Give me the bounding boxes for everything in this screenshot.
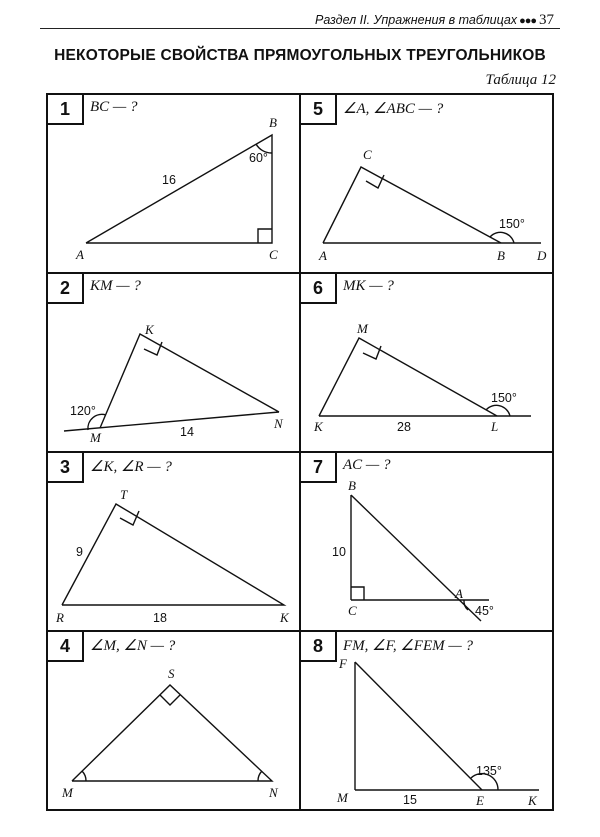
task-text: MK — ? <box>343 278 394 294</box>
task-number: 1 <box>48 95 84 125</box>
vertex-label-A: A <box>455 586 463 601</box>
task-cell-8 <box>301 632 552 809</box>
header-divider <box>40 28 560 29</box>
task-cell-6 <box>301 274 552 451</box>
task-number: 4 <box>48 632 84 662</box>
angle-label: 120° <box>70 404 96 418</box>
task-text: AC — ? <box>343 457 391 473</box>
vertex-label-C: C <box>269 247 278 262</box>
vertex-label-R: R <box>56 610 64 625</box>
triangle-figure-4 <box>48 632 299 809</box>
side-label: 14 <box>180 425 194 439</box>
side-label-1: 9 <box>76 545 83 559</box>
table-label: Таблица 12 <box>485 72 556 88</box>
triangle-figure-7 <box>301 453 552 630</box>
vertex-label-K: K <box>280 610 289 625</box>
side-label: 16 <box>162 173 176 187</box>
vertex-label-N: N <box>269 785 278 800</box>
vertex-label-A: A <box>76 247 84 262</box>
task-cell-7 <box>301 453 552 630</box>
triangle-figure-5 <box>301 95 552 272</box>
vertex-label-M: M <box>337 790 348 805</box>
angle-label: 150° <box>491 391 517 405</box>
angle-label: 150° <box>499 217 525 231</box>
vertex-label-D: D <box>537 248 547 263</box>
vertex-label-T: T <box>120 487 128 502</box>
task-cell-2 <box>48 274 299 451</box>
page-title: НЕКОТОРЫЕ СВОЙСТВА ПРЯМОУГОЛЬНЫХ ТРЕУГОЛЬНИКОВ <box>54 47 546 64</box>
task-text: KM — ? <box>90 278 141 294</box>
vertex-label-B: B <box>348 478 356 493</box>
side-label: 15 <box>403 793 417 807</box>
vertex-label-S: S <box>168 666 175 681</box>
task-number: 5 <box>301 95 337 125</box>
task-number: 7 <box>301 453 337 483</box>
triangle-figure-2 <box>48 274 299 451</box>
vertex-label-N: N <box>274 416 283 431</box>
side-label: 10 <box>332 545 346 559</box>
vertex-label-A: A <box>319 248 327 263</box>
vertex-label-K: K <box>314 419 323 434</box>
triangle-figure-1 <box>48 95 299 272</box>
angle-label: 135° <box>476 764 502 778</box>
triangle-figure-6 <box>301 274 552 451</box>
angle-label: 60° <box>249 151 268 165</box>
vertex-label-C: C <box>363 147 372 162</box>
task-text: ∠A, ∠ABC — ? <box>343 101 444 117</box>
task-cell-5 <box>301 95 552 272</box>
running-title: Раздел II. Упражнения в таблицах <box>315 13 518 27</box>
task-cell-3 <box>48 453 299 630</box>
task-cell-1 <box>48 95 299 272</box>
vertex-label-B: B <box>269 115 277 130</box>
task-number: 3 <box>48 453 84 483</box>
vertex-label-L: L <box>491 419 499 434</box>
task-cell-4 <box>48 632 299 809</box>
dots-icon: ●●● <box>519 15 536 27</box>
task-number: 8 <box>301 632 337 662</box>
vertex-label-B: B <box>497 248 505 263</box>
vertex-label-E: E <box>476 793 484 808</box>
vertex-label-M: M <box>62 785 73 800</box>
vertex-label-K: K <box>528 793 537 808</box>
vertex-label-C: C <box>348 603 357 618</box>
triangle-figure-8 <box>301 632 552 809</box>
triangle-figure-3 <box>48 453 299 630</box>
task-number: 2 <box>48 274 84 304</box>
page-number: 37 <box>539 12 554 28</box>
side-label-2: 18 <box>153 611 167 625</box>
side-label: 28 <box>397 420 411 434</box>
vertex-label-K: K <box>145 322 154 337</box>
task-text: ∠M, ∠N — ? <box>90 638 176 654</box>
vertex-label-M: M <box>357 321 368 336</box>
vertex-label-F: F <box>339 656 347 671</box>
running-header <box>315 12 554 29</box>
task-text: BC — ? <box>90 99 138 115</box>
vertex-label-M: M <box>90 430 101 445</box>
task-number: 6 <box>301 274 337 304</box>
task-text: ∠K, ∠R — ? <box>90 459 172 475</box>
angle-label: 45° <box>475 604 494 618</box>
task-text: FM, ∠F, ∠FEM — ? <box>343 638 473 654</box>
